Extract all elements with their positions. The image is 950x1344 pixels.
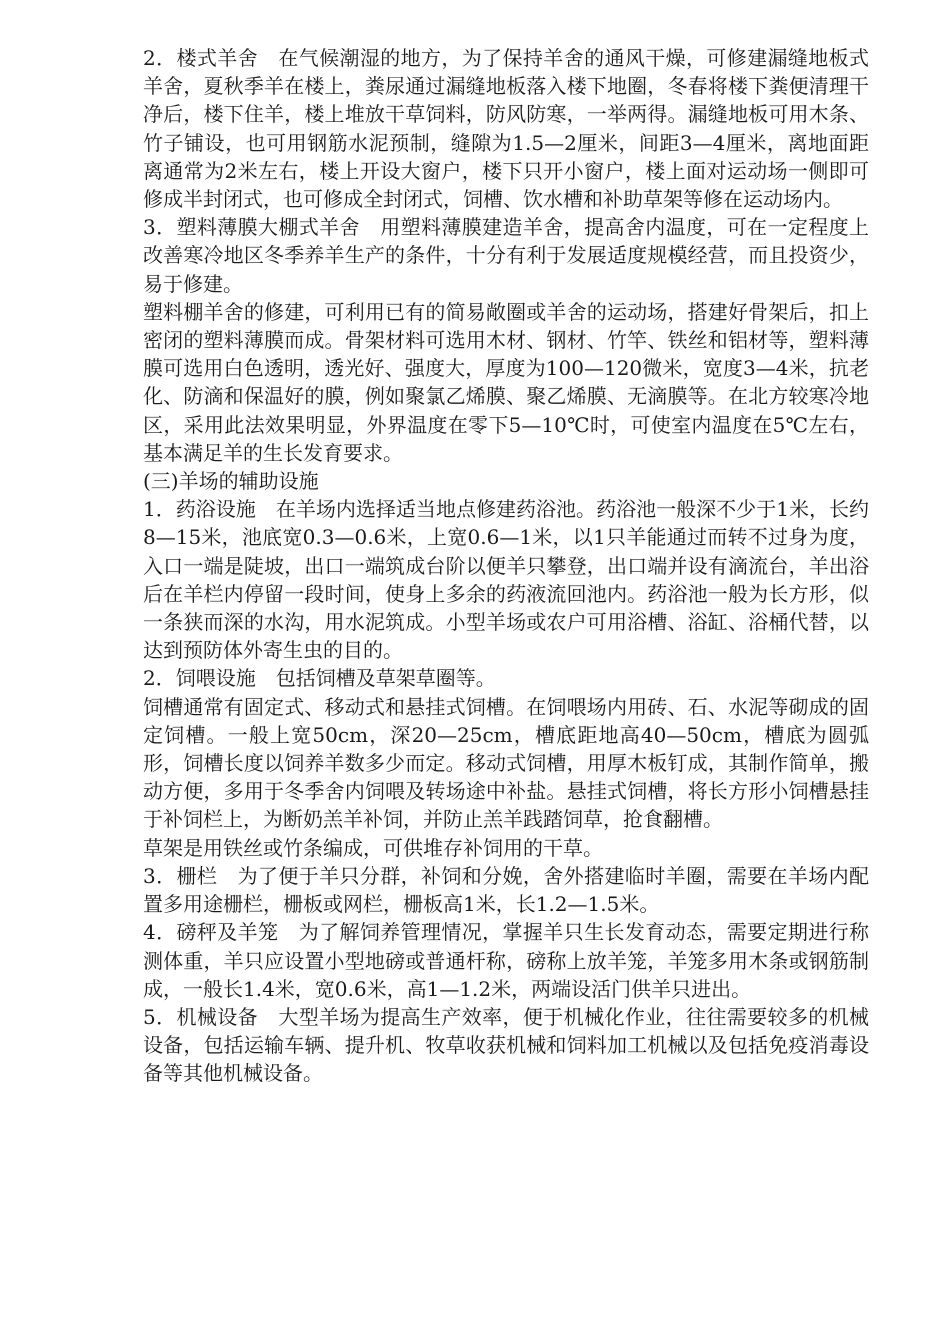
paragraph-feed-troughs: 饲槽通常有固定式、移动式和悬挂式饲槽。在饲喂场内用砖、石、水泥等砌成的固定饲槽。一般上宽50cm，深20—25cm，槽底距地高40—50cm，槽底为圆弧形，饲槽长度以饲养羊数多少而定。移动式饲槽，用厚木板钉成，其制作简单，搬动方便，多用于冬季舍内饲喂及转场途中补盐。悬挂式饲槽，将长方形小饲槽悬挂于补饲栏上，为断奶羔羊补饲，并防止羔羊践踏饲草，抢食翻槽。 <box>143 694 869 832</box>
paragraph-scale-and-cage: 4．磅秤及羊笼 为了解饲养管理情况，掌握羊只生长发育动态，需要定期进行称测体重，羊只应设置小型地磅或普通杆称，磅称上放羊笼，羊笼多用木条或钢筋制成，一般长1.4米，宽0.6米，高1—1.2米，两端设活门供羊只进出。 <box>143 920 869 1001</box>
paragraph-plastic-film-greenhouse: 3．塑料薄膜大棚式羊舍 用塑料薄膜建造羊舍，提高舍内温度，可在一定程度上改善寒冷地区冬季养羊生产的条件，十分有利于发展适度规模经营，而且投资少，易于修建。 <box>143 215 869 296</box>
paragraph-machinery: 5．机械设备 大型羊场为提高生产效率，便于机械化作业，往往需要较多的机械设备，包括运输车辆、提升机、牧草收获机械和饲料加工机械以及包括免疫消毒设备等其他机械设备。 <box>143 1004 869 1086</box>
document-page <box>143 44 869 1088</box>
paragraph-hay-rack: 草架是用铁丝或竹条编成，可供堆存补饲用的干草。 <box>143 835 603 860</box>
paragraph-plastic-shed-construction: 塑料棚羊舍的修建，可利用已有的简易敞圈或羊舍的运动场，搭建好骨架后，扣上密闭的塑料薄膜而成。骨架材料可选用木材、钢材、竹竿、铁丝和铝材等，塑料薄膜可选用白色透明，透光好、强度大，厚度为100—120微米，宽度3—4米，抗老化、防滴和保温好的膜，例如聚氯乙烯膜、聚乙烯膜、无滴膜等。在北方较寒冷地区，采用此法效果明显，外界温度在零下5—10℃时，可使室内温度在5℃左右，基本满足羊的生长发育要求。 <box>143 299 869 465</box>
paragraph-dip-bath-facility: 1．药浴设施 在羊场内选择适当地点修建药浴池。药浴池一般深不少于1米，长约8—15米，池底宽0.3—0.6米，上宽0.6—1米，以1只羊能通过而转不过身为度，入口一端是陡坡，出口一端筑成台阶以便羊只攀登，出口端并设有滴流台，羊出浴后在羊栏内停留一段时间，使身上多余的药液流回池内。药浴池一般为长方形，似一条狭而深的水沟，用水泥筑成。小型羊场或农户可用浴槽、浴缸、浴桶代替，以达到预防体外寄生虫的目的。 <box>143 497 869 663</box>
paragraph-fences: 3．栅栏 为了便于羊只分群，补饲和分娩，舍外搭建临时羊圈，需要在羊场内配置多用途栅栏，栅板或网栏，栅板高1米，长1.2—1.5米。 <box>143 863 869 917</box>
paragraph-loft-sheep-house: 2．楼式羊舍 在气候潮湿的地方，为了保持羊舍的通风干燥，可修建漏缝地板式羊舍，夏秋季羊在楼上，粪尿通过漏缝地板落入楼下地圈，冬春将楼下粪便清理干净后，楼下住羊，楼上堆放干草饲料，防风防寒，一举两得。漏缝地板可用木条、竹子铺设，也可用钢筋水泥预制，缝隙为1.5—2厘米，间距3—4厘米，离地面距离通常为2米左右，楼上开设大窗户，楼下只开小窗户，楼上面对运动场一侧即可修成半封闭式，也可修成全封闭式，饲槽、饮水槽和补助草架等修在运动场内。 <box>143 46 869 212</box>
section-heading-auxiliary-facilities: (三)羊场的辅助设施 <box>143 469 319 494</box>
paragraph-feeding-facility: 2．饲喂设施 包括饲槽及草架草圈等。 <box>143 666 496 691</box>
